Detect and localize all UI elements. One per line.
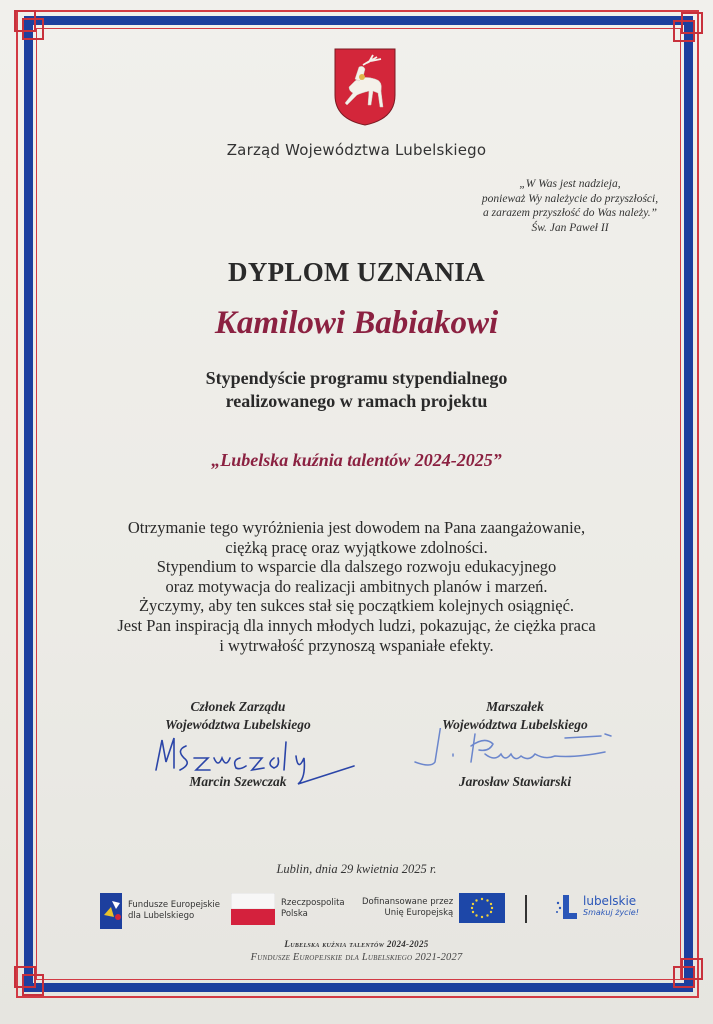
- polish-flag-icon: [231, 893, 275, 925]
- issue-date: Lublin, dnia 29 kwietnia 2025 r.: [276, 862, 437, 876]
- diploma-body: [0, 518, 713, 655]
- issuer-board: Zarząd Województwa Lubelskiego: [226, 141, 487, 159]
- lubelskie-l-icon: [555, 893, 577, 921]
- signatory-role: Marszałek: [486, 699, 544, 714]
- quote-line: „W Was jest nadzieja,: [519, 178, 621, 190]
- eu-logo: [362, 893, 505, 923]
- quote-author: Św. Jan Paweł II: [531, 221, 609, 234]
- logo-label: Dofinansowane przez: [362, 897, 454, 907]
- logo-divider: [525, 895, 527, 923]
- lublin-crest-icon: [333, 47, 397, 127]
- eu-flag-icon: [459, 893, 505, 923]
- quote-line: a zarazem przyszłość do Was należy.”: [482, 207, 657, 219]
- corner-ornament: [22, 974, 44, 996]
- logo-label: dla Lubelskiego: [128, 911, 195, 921]
- signatory-role: Województwa Lubelskiego: [442, 717, 588, 732]
- footer-project: Lubelska kuźnia talentów 2024-2025: [284, 939, 429, 949]
- diploma-title: DYPLOM UZNANIA: [228, 257, 485, 287]
- project-name: „Lubelska kuźnia talentów 2024-2025”: [211, 450, 502, 470]
- logo-label: Fundusze Europejskie: [128, 900, 220, 910]
- corner-ornament: [22, 18, 44, 40]
- footer-programme: Fundusze Europejskie dla Lubelskiego 2021-2027: [250, 952, 463, 963]
- rp-logo: [231, 893, 345, 925]
- signature-block-board-member: [128, 698, 348, 789]
- body-line: ciężką pracę oraz wyjątkowe zdolności.: [225, 537, 488, 557]
- recipient-name: Kamilowi Babiakowi: [214, 305, 499, 341]
- signatory-role: Województwa Lubelskiego: [165, 717, 311, 732]
- diploma-subtitle: [0, 367, 713, 413]
- logo-tagline: Smakuj życie!: [583, 908, 639, 917]
- subtitle-line: Stypendyście programu stypendialnego: [205, 368, 508, 388]
- signatory-role: Członek Zarządu: [190, 699, 286, 714]
- body-line: Otrzymanie tego wyróżnienia jest dowodem na Pana zaangażowanie,: [127, 518, 586, 537]
- body-line: i wytrwałość przynoszą wspaniałe efekty.: [219, 635, 494, 655]
- lubelskie-logo: [555, 893, 639, 921]
- logo-label: Unię Europejską: [384, 908, 454, 918]
- logo-label: lubelskie: [583, 894, 637, 908]
- body-line: Jest Pan inspiracją dla innych młodych ludzi, pokazując, że ciężka praca: [117, 615, 596, 635]
- body-line: Życzymy, aby ten sukces stał się początkiem kolejnych osiągnięć.: [138, 596, 575, 616]
- signature-block-marshal: [405, 698, 625, 789]
- corner-ornament: [673, 966, 695, 988]
- signatory-name: Marcin Szewczak: [189, 774, 287, 789]
- fundusze-europejskie-icon: [100, 893, 122, 929]
- logo-label: Rzeczpospolita: [281, 898, 345, 908]
- subtitle-line: realizowanego w ramach projektu: [225, 391, 488, 411]
- inner-red-frame: [36, 28, 681, 980]
- signatory-name: Jarosław Stawiarski: [458, 774, 572, 789]
- quote-line: ponieważ Wy należycie do przyszłości,: [481, 192, 659, 205]
- logo-label: Polska: [281, 909, 308, 919]
- body-line: Stypendium to wsparcie dla dalszego rozwoju edukacyjnego: [156, 557, 557, 577]
- corner-ornament: [673, 20, 695, 42]
- body-line: oraz motywacja do realizacji ambitnych planów i marzeń.: [165, 576, 548, 596]
- john-paul-ii-quote: [470, 177, 670, 235]
- funding-logos-bar: [100, 893, 660, 933]
- fe-logo: [100, 893, 220, 929]
